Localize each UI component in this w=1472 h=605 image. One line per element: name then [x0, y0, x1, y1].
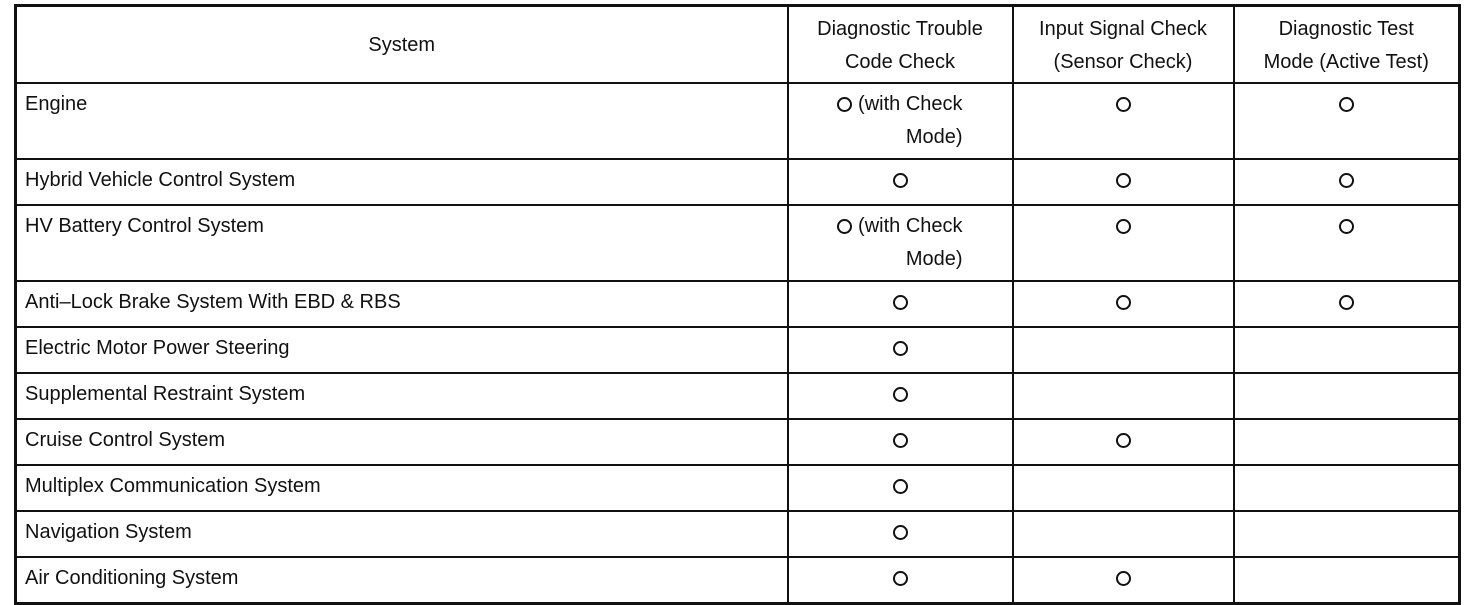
table-row	[16, 419, 1460, 465]
dtc-check-cell	[788, 373, 1013, 419]
input-signal-check-cell	[1013, 465, 1234, 511]
availability-mark	[1339, 210, 1354, 243]
check-mode-note: Mode)	[905, 248, 963, 270]
availability-mark	[893, 470, 908, 503]
table-row	[16, 281, 1460, 327]
dtc-check-cell	[788, 557, 1013, 604]
check-mode-note: Mode)	[905, 126, 963, 148]
active-test-cell	[1234, 205, 1460, 281]
header-input-line1: Input Signal Check	[1039, 17, 1207, 40]
table-row	[16, 159, 1460, 205]
header-dtc-line1: Diagnostic Trouble	[817, 17, 983, 40]
header-active-line1: Diagnostic Test	[1278, 17, 1414, 40]
table-row	[16, 557, 1460, 604]
table-body	[16, 83, 1460, 604]
circle-icon	[1339, 295, 1354, 310]
availability-mark	[893, 562, 908, 595]
circle-icon	[1116, 97, 1131, 112]
availability-mark	[893, 286, 908, 319]
availability-mark	[837, 210, 962, 276]
circle-icon	[893, 295, 908, 310]
table-row	[16, 327, 1460, 373]
active-test-cell	[1234, 373, 1460, 419]
availability-mark	[1116, 424, 1131, 457]
header-input-line2: (Sensor Check)	[1053, 50, 1193, 73]
circle-icon	[893, 433, 908, 448]
circle-icon	[893, 479, 908, 494]
availability-mark	[893, 378, 908, 411]
header-active-line2: Mode (Active Test)	[1263, 50, 1429, 73]
input-signal-check-cell	[1013, 511, 1234, 557]
check-mode-note: (with Check	[858, 215, 963, 237]
input-signal-check-cell	[1013, 327, 1234, 373]
circle-icon	[1339, 219, 1354, 234]
table-row	[16, 83, 1460, 159]
circle-icon	[893, 525, 908, 540]
availability-mark	[893, 516, 908, 549]
availability-mark	[893, 424, 908, 457]
availability-mark	[1116, 286, 1131, 319]
circle-icon	[1116, 219, 1131, 234]
dtc-check-cell	[788, 327, 1013, 373]
circle-icon	[837, 219, 852, 234]
system-name-cell: Anti–Lock Brake System With EBD & RBS	[16, 281, 788, 327]
active-test-cell	[1234, 511, 1460, 557]
table-row	[16, 465, 1460, 511]
system-name-cell: HV Battery Control System	[16, 205, 788, 281]
availability-mark	[1339, 286, 1354, 319]
dtc-check-cell	[788, 465, 1013, 511]
diagnostic-function-table	[14, 4, 1461, 605]
active-test-cell	[1234, 281, 1460, 327]
system-name-cell: Multiplex Communication System	[16, 465, 788, 511]
circle-icon	[893, 341, 908, 356]
input-signal-check-cell	[1013, 159, 1234, 205]
input-signal-check-cell	[1013, 557, 1234, 604]
header-dtc-line2: Code Check	[844, 50, 956, 73]
table-row	[16, 511, 1460, 557]
header-input-signal-check	[1013, 6, 1234, 84]
availability-mark	[1116, 210, 1131, 243]
dtc-check-cell	[788, 419, 1013, 465]
active-test-cell	[1234, 465, 1460, 511]
circle-icon	[1339, 97, 1354, 112]
availability-mark	[1339, 164, 1354, 197]
circle-icon	[893, 571, 908, 586]
input-signal-check-cell	[1013, 281, 1234, 327]
availability-mark	[893, 332, 908, 365]
availability-mark	[1116, 88, 1131, 121]
system-name-cell: Air Conditioning System	[16, 557, 788, 604]
availability-mark	[1339, 88, 1354, 121]
header-system-line1: System	[368, 34, 436, 56]
header-active-test	[1234, 6, 1460, 84]
system-name-cell: Supplemental Restraint System	[16, 373, 788, 419]
header-row	[16, 6, 1460, 84]
check-mode-note: (with Check	[858, 93, 963, 115]
circle-icon	[1116, 433, 1131, 448]
availability-mark	[837, 88, 962, 154]
system-name-cell: Hybrid Vehicle Control System	[16, 159, 788, 205]
circle-icon	[1116, 173, 1131, 188]
table-row	[16, 373, 1460, 419]
active-test-cell	[1234, 83, 1460, 159]
active-test-cell	[1234, 159, 1460, 205]
input-signal-check-cell	[1013, 205, 1234, 281]
system-name-cell: Navigation System	[16, 511, 788, 557]
input-signal-check-cell	[1013, 373, 1234, 419]
circle-icon	[893, 387, 908, 402]
dtc-check-cell	[788, 159, 1013, 205]
active-test-cell	[1234, 419, 1460, 465]
active-test-cell	[1234, 557, 1460, 604]
circle-icon	[1116, 295, 1131, 310]
dtc-check-cell	[788, 281, 1013, 327]
circle-icon	[1116, 571, 1131, 586]
input-signal-check-cell	[1013, 83, 1234, 159]
header-dtc-check	[788, 6, 1013, 84]
input-signal-check-cell	[1013, 419, 1234, 465]
header-system	[16, 6, 788, 84]
circle-icon	[893, 173, 908, 188]
circle-icon	[837, 97, 852, 112]
dtc-check-cell	[788, 205, 1013, 281]
dtc-check-cell	[788, 511, 1013, 557]
system-name-cell: Engine	[16, 83, 788, 159]
availability-mark	[1116, 562, 1131, 595]
availability-mark	[893, 164, 908, 197]
system-name-cell: Cruise Control System	[16, 419, 788, 465]
dtc-check-cell	[788, 83, 1013, 159]
table-row	[16, 205, 1460, 281]
active-test-cell	[1234, 327, 1460, 373]
availability-mark	[1116, 164, 1131, 197]
system-name-cell: Electric Motor Power Steering	[16, 327, 788, 373]
circle-icon	[1339, 173, 1354, 188]
